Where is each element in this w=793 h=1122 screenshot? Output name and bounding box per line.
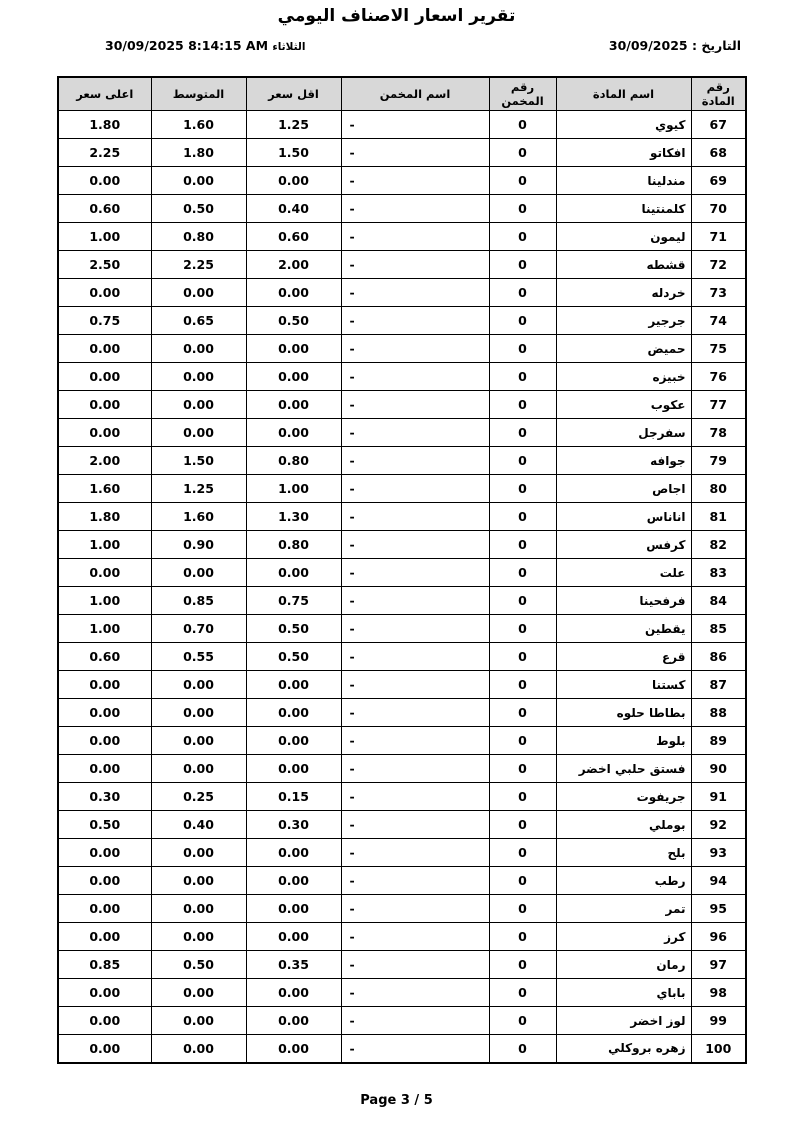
high-price-cell: 0.00	[58, 335, 151, 363]
avg-price-cell: 0.00	[151, 419, 246, 447]
date-value: 30/09/2025	[608, 38, 688, 53]
avg-price-cell: 0.00	[151, 335, 246, 363]
item-no-cell: 83	[691, 559, 746, 587]
assessor-name-cell: -	[341, 699, 489, 727]
page-number: Page 3 / 5	[360, 1093, 433, 1108]
assessor-no-cell: 0	[489, 727, 556, 755]
avg-price-cell: 0.50	[151, 951, 246, 979]
assessor-name-cell: -	[341, 923, 489, 951]
item-name-cell: مندلينا	[556, 167, 691, 195]
item-no-cell: 95	[691, 895, 746, 923]
low-price-cell: 0.00	[246, 1035, 341, 1063]
item-name-cell: ليمون	[556, 223, 691, 251]
item-no-cell: 91	[691, 783, 746, 811]
table-row	[58, 895, 746, 923]
assessor-no-cell: 0	[489, 811, 556, 839]
item-name-cell: اناناس	[556, 503, 691, 531]
assessor-name-cell: -	[341, 643, 489, 671]
assessor-name-cell: -	[341, 419, 489, 447]
weekday-label: الثلاثاء	[272, 41, 306, 53]
assessor-no-cell: 0	[489, 531, 556, 559]
high-price-cell: 0.50	[58, 811, 151, 839]
low-price-cell: 0.00	[246, 335, 341, 363]
table-row	[58, 839, 746, 867]
item-no-cell: 93	[691, 839, 746, 867]
assessor-name-cell: -	[341, 503, 489, 531]
low-price-cell: 0.00	[246, 167, 341, 195]
avg-price-cell: 1.80	[151, 139, 246, 167]
avg-price-cell: 0.50	[151, 195, 246, 223]
item-no-cell: 79	[691, 447, 746, 475]
item-name-cell: لوز اخضر	[556, 1007, 691, 1035]
table-row	[58, 755, 746, 783]
assessor-no-cell: 0	[489, 307, 556, 335]
high-price-cell: 0.00	[58, 923, 151, 951]
high-price-cell: 0.00	[58, 1007, 151, 1035]
item-no-cell: 88	[691, 699, 746, 727]
low-price-cell: 0.00	[246, 923, 341, 951]
assessor-name-cell: -	[341, 307, 489, 335]
table-row	[58, 195, 746, 223]
assessor-no-cell: 0	[489, 167, 556, 195]
print-datetime	[105, 38, 305, 53]
assessor-name-cell: -	[341, 391, 489, 419]
item-no-cell: 87	[691, 671, 746, 699]
assessor-no-cell: 0	[489, 587, 556, 615]
assessor-name-cell: -	[341, 335, 489, 363]
avg-price-cell: 0.80	[151, 223, 246, 251]
assessor-name-cell: -	[341, 783, 489, 811]
item-no-cell: 67	[691, 111, 746, 139]
item-no-cell: 69	[691, 167, 746, 195]
high-price-cell: 0.00	[58, 391, 151, 419]
table-row	[58, 335, 746, 363]
assessor-name-cell: -	[341, 167, 489, 195]
item-name-cell: قرع	[556, 643, 691, 671]
header-assessor-name: اسم المخمن	[341, 77, 489, 111]
avg-price-cell: 0.90	[151, 531, 246, 559]
table-row	[58, 1007, 746, 1035]
item-name-cell: كرفس	[556, 531, 691, 559]
avg-price-cell: 0.00	[151, 279, 246, 307]
table-row	[58, 447, 746, 475]
item-no-cell: 84	[691, 587, 746, 615]
low-price-cell: 0.00	[246, 699, 341, 727]
high-price-cell: 0.00	[58, 895, 151, 923]
low-price-cell: 0.00	[246, 391, 341, 419]
high-price-cell: 1.60	[58, 475, 151, 503]
low-price-cell: 0.00	[246, 727, 341, 755]
assessor-name-cell: -	[341, 279, 489, 307]
item-name-cell: عكوب	[556, 391, 691, 419]
avg-price-cell: 0.00	[151, 923, 246, 951]
high-price-cell: 1.00	[58, 223, 151, 251]
item-no-cell: 81	[691, 503, 746, 531]
item-name-cell: باباي	[556, 979, 691, 1007]
low-price-cell: 0.75	[246, 587, 341, 615]
high-price-cell: 0.00	[58, 419, 151, 447]
high-price-cell: 2.00	[58, 447, 151, 475]
item-name-cell: رطب	[556, 867, 691, 895]
low-price-cell: 0.35	[246, 951, 341, 979]
high-price-cell: 0.00	[58, 279, 151, 307]
table-row	[58, 727, 746, 755]
item-name-cell: جوافه	[556, 447, 691, 475]
high-price-cell: 0.00	[58, 671, 151, 699]
avg-price-cell: 0.00	[151, 895, 246, 923]
assessor-no-cell: 0	[489, 951, 556, 979]
item-no-cell: 98	[691, 979, 746, 1007]
table-row	[58, 587, 746, 615]
table-row	[58, 979, 746, 1007]
high-price-cell: 1.00	[58, 587, 151, 615]
assessor-no-cell: 0	[489, 923, 556, 951]
table-row	[58, 251, 746, 279]
header-low-price: اقل سعر	[246, 77, 341, 111]
assessor-no-cell: 0	[489, 559, 556, 587]
avg-price-cell: 0.70	[151, 615, 246, 643]
item-no-cell: 100	[691, 1035, 746, 1063]
low-price-cell: 1.50	[246, 139, 341, 167]
high-price-cell: 2.25	[58, 139, 151, 167]
low-price-cell: 0.00	[246, 839, 341, 867]
low-price-cell: 0.00	[246, 279, 341, 307]
low-price-cell: 0.50	[246, 615, 341, 643]
table-row	[58, 783, 746, 811]
avg-price-cell: 0.85	[151, 587, 246, 615]
assessor-no-cell: 0	[489, 503, 556, 531]
high-price-cell: 0.00	[58, 699, 151, 727]
item-no-cell: 89	[691, 727, 746, 755]
assessor-no-cell: 0	[489, 391, 556, 419]
item-name-cell: بلح	[556, 839, 691, 867]
assessor-no-cell: 0	[489, 223, 556, 251]
table-row	[58, 167, 746, 195]
avg-price-cell: 0.00	[151, 979, 246, 1007]
table-row	[58, 671, 746, 699]
item-no-cell: 73	[691, 279, 746, 307]
item-no-cell: 71	[691, 223, 746, 251]
assessor-name-cell: -	[341, 475, 489, 503]
assessor-name-cell: -	[341, 251, 489, 279]
avg-price-cell: 0.00	[151, 391, 246, 419]
assessor-name-cell: -	[341, 223, 489, 251]
table-row	[58, 139, 746, 167]
assessor-no-cell: 0	[489, 839, 556, 867]
table-row	[58, 1035, 746, 1063]
assessor-name-cell: -	[341, 531, 489, 559]
header-avg-price: المتوسط	[151, 77, 246, 111]
assessor-name-cell: -	[341, 811, 489, 839]
assessor-name-cell: -	[341, 895, 489, 923]
item-no-cell: 77	[691, 391, 746, 419]
item-no-cell: 70	[691, 195, 746, 223]
assessor-name-cell: -	[341, 363, 489, 391]
assessor-name-cell: -	[341, 951, 489, 979]
high-price-cell: 1.00	[58, 531, 151, 559]
item-name-cell: قشطه	[556, 251, 691, 279]
table-row	[58, 503, 746, 531]
item-no-cell: 92	[691, 811, 746, 839]
assessor-name-cell: -	[341, 559, 489, 587]
table-row	[58, 391, 746, 419]
table-row	[58, 363, 746, 391]
assessor-no-cell: 0	[489, 139, 556, 167]
low-price-cell: 0.30	[246, 811, 341, 839]
high-price-cell: 2.50	[58, 251, 151, 279]
table-row	[58, 867, 746, 895]
table-row	[58, 223, 746, 251]
header-item-no: رقم المادة	[691, 77, 746, 111]
report-meta	[0, 38, 793, 60]
avg-price-cell: 0.00	[151, 699, 246, 727]
low-price-cell: 2.00	[246, 251, 341, 279]
header-high-price: اعلى سعر	[58, 77, 151, 111]
avg-price-cell: 1.60	[151, 503, 246, 531]
assessor-no-cell: 0	[489, 1035, 556, 1063]
item-name-cell: خردله	[556, 279, 691, 307]
assessor-no-cell: 0	[489, 699, 556, 727]
assessor-no-cell: 0	[489, 251, 556, 279]
assessor-no-cell: 0	[489, 279, 556, 307]
item-name-cell: بوملي	[556, 811, 691, 839]
low-price-cell: 0.50	[246, 307, 341, 335]
item-no-cell: 78	[691, 419, 746, 447]
avg-price-cell: 0.00	[151, 755, 246, 783]
low-price-cell: 0.60	[246, 223, 341, 251]
assessor-name-cell: -	[341, 671, 489, 699]
low-price-cell: 0.40	[246, 195, 341, 223]
item-name-cell: حميض	[556, 335, 691, 363]
assessor-name-cell: -	[341, 615, 489, 643]
avg-price-cell: 0.40	[151, 811, 246, 839]
low-price-cell: 0.00	[246, 363, 341, 391]
high-price-cell: 1.80	[58, 111, 151, 139]
assessor-no-cell: 0	[489, 335, 556, 363]
low-price-cell: 0.00	[246, 867, 341, 895]
table-row	[58, 811, 746, 839]
high-price-cell: 0.60	[58, 643, 151, 671]
item-name-cell: جريفوت	[556, 783, 691, 811]
high-price-cell: 0.00	[58, 559, 151, 587]
high-price-cell: 0.00	[58, 727, 151, 755]
assessor-no-cell: 0	[489, 783, 556, 811]
assessor-no-cell: 0	[489, 111, 556, 139]
item-no-cell: 86	[691, 643, 746, 671]
assessor-name-cell: -	[341, 111, 489, 139]
high-price-cell: 0.00	[58, 1035, 151, 1063]
low-price-cell: 0.80	[246, 447, 341, 475]
item-name-cell: كرز	[556, 923, 691, 951]
avg-price-cell: 0.65	[151, 307, 246, 335]
low-price-cell: 0.00	[246, 895, 341, 923]
item-name-cell: يقطين	[556, 615, 691, 643]
item-no-cell: 99	[691, 1007, 746, 1035]
item-name-cell: كلمنتينا	[556, 195, 691, 223]
high-price-cell: 0.00	[58, 979, 151, 1007]
assessor-no-cell: 0	[489, 447, 556, 475]
avg-price-cell: 0.25	[151, 783, 246, 811]
low-price-cell: 0.50	[246, 643, 341, 671]
high-price-cell: 0.00	[58, 363, 151, 391]
item-name-cell: خبيزه	[556, 363, 691, 391]
item-name-cell: رمان	[556, 951, 691, 979]
table-row	[58, 279, 746, 307]
item-no-cell: 68	[691, 139, 746, 167]
table-row	[58, 951, 746, 979]
low-price-cell: 0.00	[246, 1007, 341, 1035]
high-price-cell: 0.75	[58, 307, 151, 335]
assessor-name-cell: -	[341, 195, 489, 223]
assessor-name-cell: -	[341, 979, 489, 1007]
table-row	[58, 559, 746, 587]
assessor-no-cell: 0	[489, 1007, 556, 1035]
report-title: تقرير اسعار الاصناف اليومي	[277, 6, 516, 26]
low-price-cell: 0.00	[246, 979, 341, 1007]
assessor-no-cell: 0	[489, 363, 556, 391]
assessor-no-cell: 0	[489, 755, 556, 783]
avg-price-cell: 2.25	[151, 251, 246, 279]
low-price-cell: 0.00	[246, 419, 341, 447]
low-price-cell: 1.00	[246, 475, 341, 503]
avg-price-cell: 0.00	[151, 363, 246, 391]
item-no-cell: 97	[691, 951, 746, 979]
item-name-cell: جرجير	[556, 307, 691, 335]
avg-price-cell: 0.55	[151, 643, 246, 671]
assessor-name-cell: -	[341, 587, 489, 615]
table-header-row	[58, 77, 746, 111]
assessor-no-cell: 0	[489, 475, 556, 503]
table-row	[58, 111, 746, 139]
avg-price-cell: 0.00	[151, 867, 246, 895]
assessor-no-cell: 0	[489, 419, 556, 447]
assessor-no-cell: 0	[489, 643, 556, 671]
item-no-cell: 96	[691, 923, 746, 951]
avg-price-cell: 0.00	[151, 671, 246, 699]
high-price-cell: 0.00	[58, 867, 151, 895]
low-price-cell: 0.00	[246, 755, 341, 783]
assessor-no-cell: 0	[489, 895, 556, 923]
header-assessor-no: رقم المخمن	[489, 77, 556, 111]
item-no-cell: 80	[691, 475, 746, 503]
assessor-name-cell: -	[341, 1035, 489, 1063]
item-name-cell: فرفحينا	[556, 587, 691, 615]
low-price-cell: 1.25	[246, 111, 341, 139]
table-row	[58, 615, 746, 643]
table-row	[58, 475, 746, 503]
high-price-cell: 0.00	[58, 755, 151, 783]
low-price-cell: 0.15	[246, 783, 341, 811]
high-price-cell: 1.00	[58, 615, 151, 643]
avg-price-cell: 1.25	[151, 475, 246, 503]
table-row	[58, 531, 746, 559]
item-no-cell: 76	[691, 363, 746, 391]
avg-price-cell: 0.00	[151, 1007, 246, 1035]
high-price-cell: 1.80	[58, 503, 151, 531]
item-no-cell: 75	[691, 335, 746, 363]
avg-price-cell: 1.50	[151, 447, 246, 475]
item-name-cell: اجاص	[556, 475, 691, 503]
assessor-no-cell: 0	[489, 867, 556, 895]
low-price-cell: 0.80	[246, 531, 341, 559]
item-no-cell: 94	[691, 867, 746, 895]
assessor-no-cell: 0	[489, 671, 556, 699]
assessor-name-cell: -	[341, 727, 489, 755]
item-name-cell: بطاطا حلوه	[556, 699, 691, 727]
avg-price-cell: 0.00	[151, 839, 246, 867]
assessor-no-cell: 0	[489, 979, 556, 1007]
print-datetime-value: 30/09/2025 8:14:15 AM	[105, 38, 269, 53]
assessor-name-cell: -	[341, 139, 489, 167]
avg-price-cell: 0.00	[151, 1035, 246, 1063]
avg-price-cell: 0.00	[151, 559, 246, 587]
table-row	[58, 923, 746, 951]
item-name-cell: علت	[556, 559, 691, 587]
table-body	[58, 111, 746, 1063]
item-name-cell: زهره بروكلي	[556, 1035, 691, 1063]
assessor-no-cell: 0	[489, 195, 556, 223]
item-name-cell: كستنا	[556, 671, 691, 699]
header-item-name: اسم المادة	[556, 77, 691, 111]
high-price-cell: 0.30	[58, 783, 151, 811]
assessor-name-cell: -	[341, 447, 489, 475]
prices-table	[57, 76, 747, 1064]
low-price-cell: 0.00	[246, 671, 341, 699]
report-date	[609, 38, 741, 53]
high-price-cell: 0.00	[58, 839, 151, 867]
avg-price-cell: 0.00	[151, 167, 246, 195]
low-price-cell: 1.30	[246, 503, 341, 531]
item-name-cell: بلوط	[556, 727, 691, 755]
item-no-cell: 74	[691, 307, 746, 335]
table-row	[58, 419, 746, 447]
avg-price-cell: 0.00	[151, 727, 246, 755]
high-price-cell: 0.60	[58, 195, 151, 223]
assessor-no-cell: 0	[489, 615, 556, 643]
item-name-cell: سفرجل	[556, 419, 691, 447]
table-row	[58, 307, 746, 335]
item-name-cell: فستق حلبي اخضر	[556, 755, 691, 783]
table-row	[58, 643, 746, 671]
assessor-name-cell: -	[341, 867, 489, 895]
table-row	[58, 699, 746, 727]
item-name-cell: تمر	[556, 895, 691, 923]
item-name-cell: كيوي	[556, 111, 691, 139]
date-label: التاريخ :	[691, 38, 741, 53]
item-no-cell: 72	[691, 251, 746, 279]
high-price-cell: 0.00	[58, 167, 151, 195]
item-no-cell: 85	[691, 615, 746, 643]
assessor-name-cell: -	[341, 839, 489, 867]
low-price-cell: 0.00	[246, 559, 341, 587]
item-no-cell: 90	[691, 755, 746, 783]
assessor-name-cell: -	[341, 1007, 489, 1035]
high-price-cell: 0.85	[58, 951, 151, 979]
assessor-name-cell: -	[341, 755, 489, 783]
item-name-cell: افكاتو	[556, 139, 691, 167]
avg-price-cell: 1.60	[151, 111, 246, 139]
item-no-cell: 82	[691, 531, 746, 559]
